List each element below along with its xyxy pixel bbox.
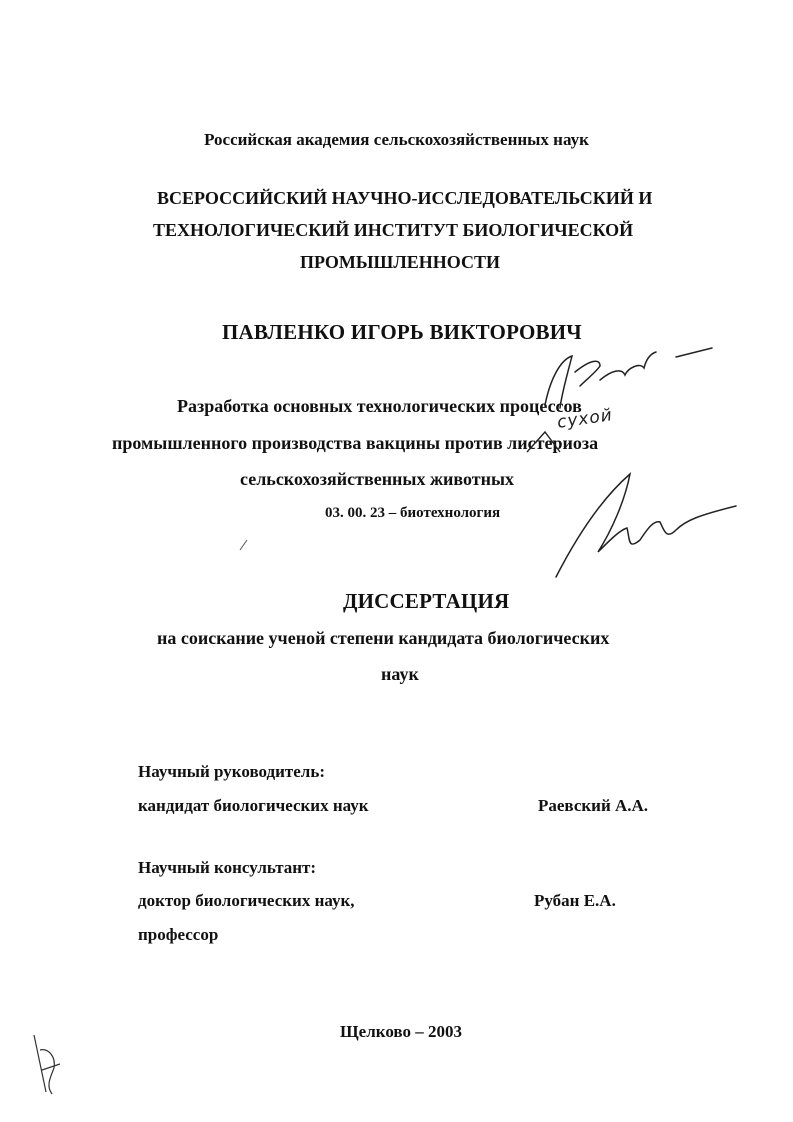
signature-2 — [556, 474, 736, 577]
consultant-name: Рубан Е.А. — [534, 891, 616, 910]
consultant-title: доктор биологических наук, — [138, 891, 355, 910]
consultant-role: Научный консультант: — [138, 858, 317, 877]
thesis-title-line-1: Разработка основных технологических процессов — [177, 396, 582, 416]
thesis-title-line-2: промышленного производства вакцины против листериоза — [112, 433, 599, 453]
thesis-title-line-3: сельскохозяйственных животных — [240, 469, 515, 489]
degree-line-2: наук — [381, 664, 419, 684]
specialty-code: 03. 00. 23 – биотехнология — [325, 505, 501, 521]
institute-line-2: ТЕХНОЛОГИЧЕСКИЙ ИНСТИТУТ БИОЛОГИЧЕСКОЙ — [153, 220, 634, 240]
supervisor-role: Научный руководитель: — [138, 762, 325, 781]
author-name: ПАВЛЕНКО ИГОРЬ ВИКТОРОВИЧ — [222, 320, 582, 344]
supervisor-title: кандидат биологических наук — [138, 796, 369, 815]
place-and-year: Щелково – 2003 — [340, 1022, 462, 1041]
margin-scribble — [34, 1035, 60, 1094]
academy-name: Российская академия сельскохозяйственных наук — [204, 130, 589, 149]
institute-line-3: ПРОМЫШЛЕННОСТИ — [300, 252, 500, 272]
degree-line-1: на соискание ученой степени кандидата биологических — [157, 628, 610, 648]
stray-mark — [240, 540, 247, 550]
institute-line-1: ВСЕРОССИЙСКИЙ НАУЧНО-ИССЛЕДОВАТЕЛЬСКИЙ И — [157, 188, 653, 208]
supervisor-name: Раевский А.А. — [538, 796, 649, 815]
consultant-title-cont: профессор — [138, 925, 219, 944]
work-type: ДИССЕРТАЦИЯ — [343, 589, 510, 613]
handwritten-insert: сухой — [555, 405, 615, 433]
